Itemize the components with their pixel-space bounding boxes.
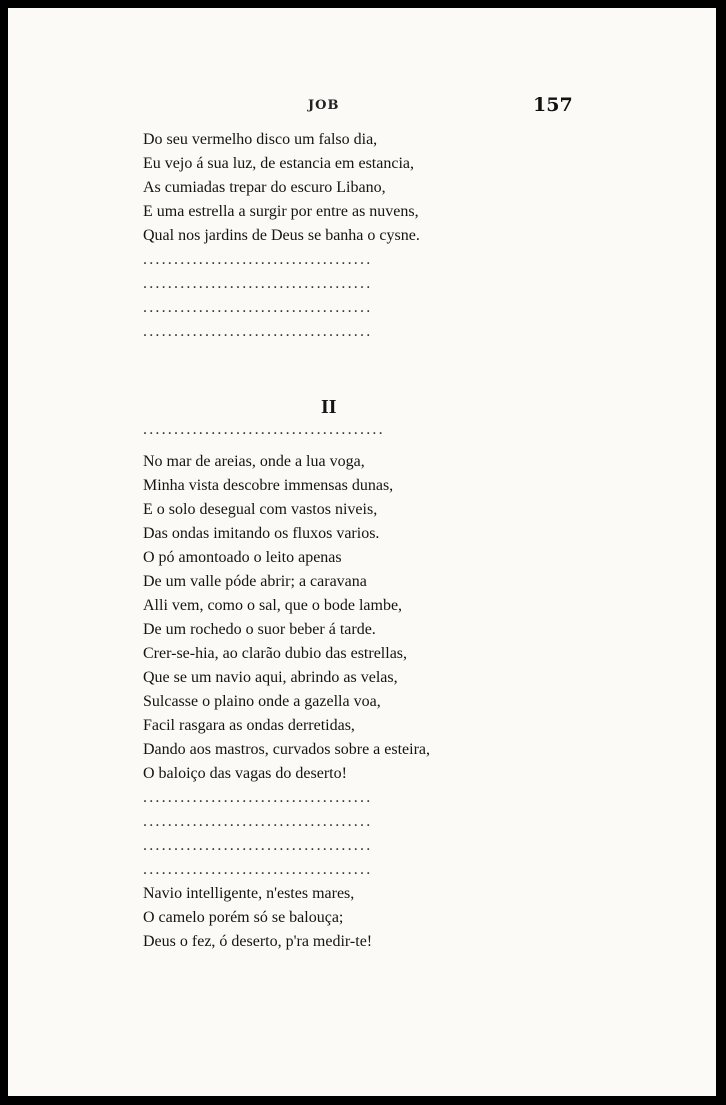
- verse-line: Sulcasse o plaino onde a gazella voa,: [143, 693, 381, 710]
- verse-line: E o solo desegual com vastos niveis,: [143, 501, 378, 518]
- verse-line: Qual nos jardins de Deus se banha o cysne.: [143, 227, 420, 244]
- book-page: [8, 8, 716, 1096]
- section-numeral: II: [321, 396, 337, 418]
- ellipsis-line: .....................................: [143, 251, 373, 268]
- verse-line: De um rochedo o suor beber á tarde.: [143, 621, 376, 638]
- verse-line: De um valle póde abrir; a caravana: [143, 573, 367, 590]
- verse-line: As cumiadas trepar do escuro Libano,: [143, 179, 386, 196]
- verse-line: Crer-se-hia, ao clarão dubio das estrellas,: [143, 645, 408, 662]
- verse-line: O pó amontoado o leito apenas: [143, 549, 342, 566]
- verse-line: Facil rasgara as ondas derretidas,: [143, 717, 355, 734]
- verse-line: Eu vejo á sua luz, de estancia em estancia,: [143, 155, 414, 172]
- verse-line: Que se um navio aqui, abrindo as velas,: [143, 669, 398, 686]
- verse-line: O baloiço das vagas do deserto!: [143, 765, 347, 782]
- ellipsis-line: .....................................: [143, 299, 373, 316]
- verse-line: Dando aos mastros, curvados sobre a esteira,: [143, 741, 431, 758]
- verse-line: Minha vista descobre immensas dunas,: [143, 477, 394, 494]
- verse-line: O camelo porém só se balouça;: [143, 909, 344, 926]
- verse-line: Navio intelligente, n'estes mares,: [143, 885, 355, 902]
- ellipsis-line: .......................................: [143, 421, 385, 438]
- verse-line: E uma estrella a surgir por entre as nuvens,: [143, 203, 419, 220]
- verse-line: Do seu vermelho disco um falso dia,: [143, 131, 378, 148]
- verse-line: Deus o fez, ó deserto, p'ra medir-te!: [143, 933, 373, 950]
- ellipsis-line: .....................................: [143, 837, 373, 854]
- verse-line: Alli vem, como o sal, que o bode lambe,: [143, 597, 403, 614]
- ellipsis-line: .....................................: [143, 813, 373, 830]
- page-number: 157: [533, 94, 573, 116]
- verse-line: No mar de areias, onde a lua voga,: [143, 453, 365, 470]
- running-title: JOB: [308, 98, 340, 113]
- ellipsis-line: .....................................: [143, 323, 373, 340]
- page-header: [8, 94, 716, 124]
- ellipsis-line: .....................................: [143, 861, 373, 878]
- ellipsis-line: .....................................: [143, 789, 373, 806]
- verse-line: Das ondas imitando os fluxos varios.: [143, 525, 380, 542]
- ellipsis-line: .....................................: [143, 275, 373, 292]
